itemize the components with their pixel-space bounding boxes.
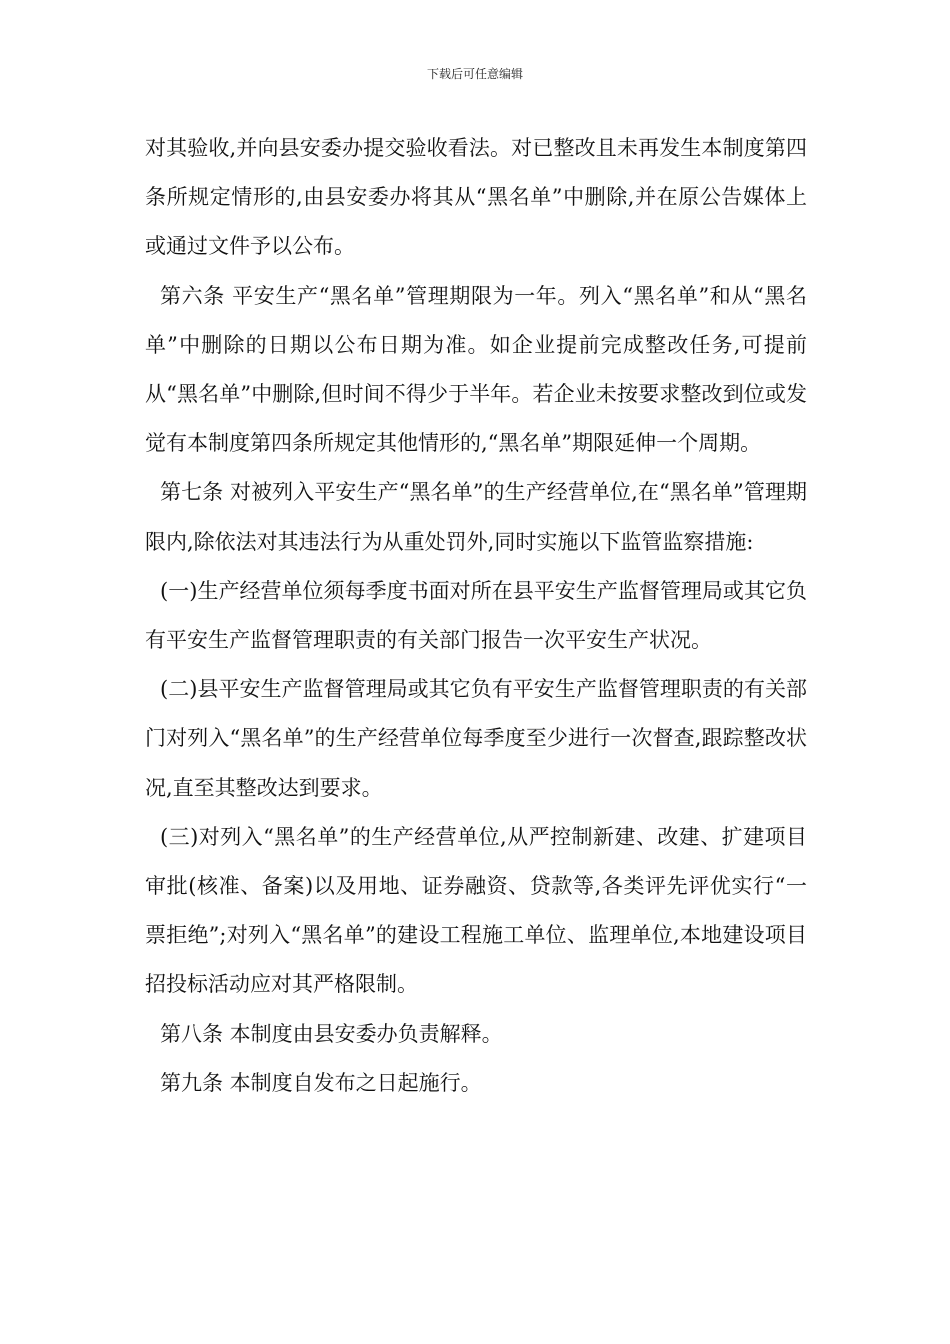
paragraph-continuation: 对其验收,并向县安委办提交验收看法。对已整改且未再发生本制度第四条所规定情形的,由县安委办将其从“黑名单”中删除,并在原公告媒体上或通过文件予以公布。 (145, 136, 807, 259)
measure-3: (三)对列入“黑名单”的生产经营单位,从严控制新建、改建、扩建项目审批(核准、备案)以及用地、证券融资、贷款等,各类评先评优实行“一票拒绝”;对列入“黑名单”的建设工程施工单位、监理单位,本地建设项目招投标活动应对其严格限制。 (145, 824, 807, 997)
page-header: 下载后可任意编辑 (426, 67, 523, 81)
measure-1: (一)生产经营单位须每季度书面对所在县平安生产监督管理局或其它负有平安生产监督管理职责的有关部门报告一次平安生产状况。 (145, 578, 807, 653)
article-7: 第七条 对被列入平安生产“黑名单”的生产经营单位,在“黑名单”管理期限内,除依法对其违法行为从重处罚外,同时实施以下监管监察措施: (145, 480, 807, 554)
article-6: 第六条 平安生产“黑名单”管理期限为一年。列入“黑名单”和从“黑名单”中删除的日期以公布日期为准。如企业提前完成整改任务,可提前从“黑名单”中删除,但时间不得少于半年。若企业未按要求整改到位或发觉有本制度第四条所规定其他情形的,“黑名单”期限延伸一个周期。 (145, 283, 807, 456)
measure-2: (二)县平安生产监督管理局或其它负有平安生产监督管理职责的有关部门对列入“黑名单”的生产经营单位每季度至少进行一次督查,跟踪整改状况,直至其整改达到要求。 (145, 677, 807, 800)
article-9: 第九条 本制度自发布之日起施行。 (160, 1070, 482, 1095)
document-body (145, 124, 807, 1108)
article-8: 第八条 本制度由县安委办负责解释。 (160, 1021, 503, 1046)
